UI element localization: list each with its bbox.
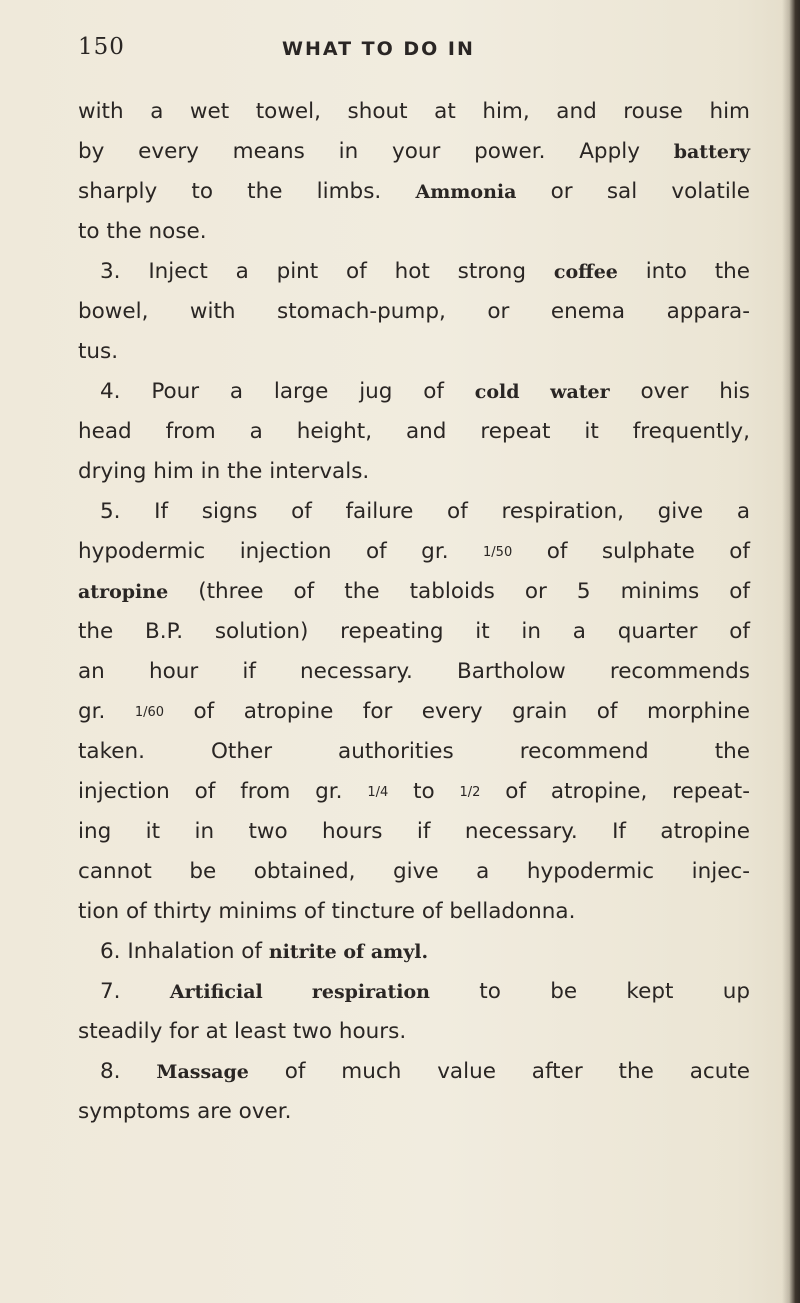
bold-term-battery: battery [673,141,750,163]
text-line: gr. 1/60 of atropine for every grain of morphine [78,699,750,724]
text-line: by every means in your power. Apply battery [78,139,750,164]
text-line: symptoms are over. [78,1099,292,1124]
bold-term-massage: Massage [156,1061,249,1083]
running-head [78,34,748,66]
text-line: 8. Massage of much value after the acute [100,1059,750,1084]
bold-term-artificial-respiration: Artificial respiration [169,981,430,1003]
text-line: 5. If signs of failure of respiration, give a [100,499,750,524]
body-text [78,92,750,1132]
page-edge-shadow [782,0,800,1303]
text-line: with a wet towel, shout at him, and rouse him [78,99,750,124]
bold-term-ammonia: Ammonia [415,181,517,203]
text-line: 7. Artificial respiration to be kept up [100,979,751,1004]
text-line: drying him in the intervals. [78,459,370,484]
text-line: bowel, with stomach-pump, or enema appara- [78,299,750,324]
text-line: tion of thirty minims of tincture of belladonna. [78,899,576,924]
text-line: taken. Other authorities recommend the [78,739,750,764]
fraction: 1/4 [367,785,389,800]
text-line: head from a height, and repeat it frequently, [78,419,750,444]
fraction: 1/60 [134,705,165,720]
text-line: atropine (three of the tabloids or 5 minims of [78,579,750,604]
fraction: 1/50 [483,545,513,560]
bold-term-cold-water: cold water [474,381,610,403]
text-line: the B.P. solution) repeating it in a quarter of [78,619,750,644]
text-line: an hour if necessary. Bartholow recommends [78,659,750,684]
text-line: injection of from gr. 1/4 to 1/2 of atropine, repeat- [78,779,750,804]
text-line: to the nose. [78,219,207,244]
text-line: 4. Pour a large jug of cold water over his [100,379,751,404]
text-line: 3. Inject a pint of hot strong coffee into the [100,259,750,284]
text-line: 6. Inhalation of nitrite of amyl. [100,939,429,964]
text-line: steadily for at least two hours. [78,1019,407,1044]
text-line: ing it in two hours if necessary. If atropine [78,819,750,844]
bold-term-coffee: coffee [553,261,618,283]
bold-term-nitrite-of-amyl: nitrite of amyl. [268,941,429,963]
page-number: 150 [78,34,125,60]
fraction: 1/2 [459,785,481,800]
bold-term-atropine: atropine [78,581,169,603]
running-title: WHAT TO DO IN [282,38,475,60]
text-line: hypodermic injection of gr. 1/50 of sulphate of [78,539,750,564]
text-line: sharply to the limbs. Ammonia or sal volatile [78,179,751,204]
text-line: cannot be obtained, give a hypodermic injec- [78,859,750,884]
text-line: tus. [78,339,119,364]
